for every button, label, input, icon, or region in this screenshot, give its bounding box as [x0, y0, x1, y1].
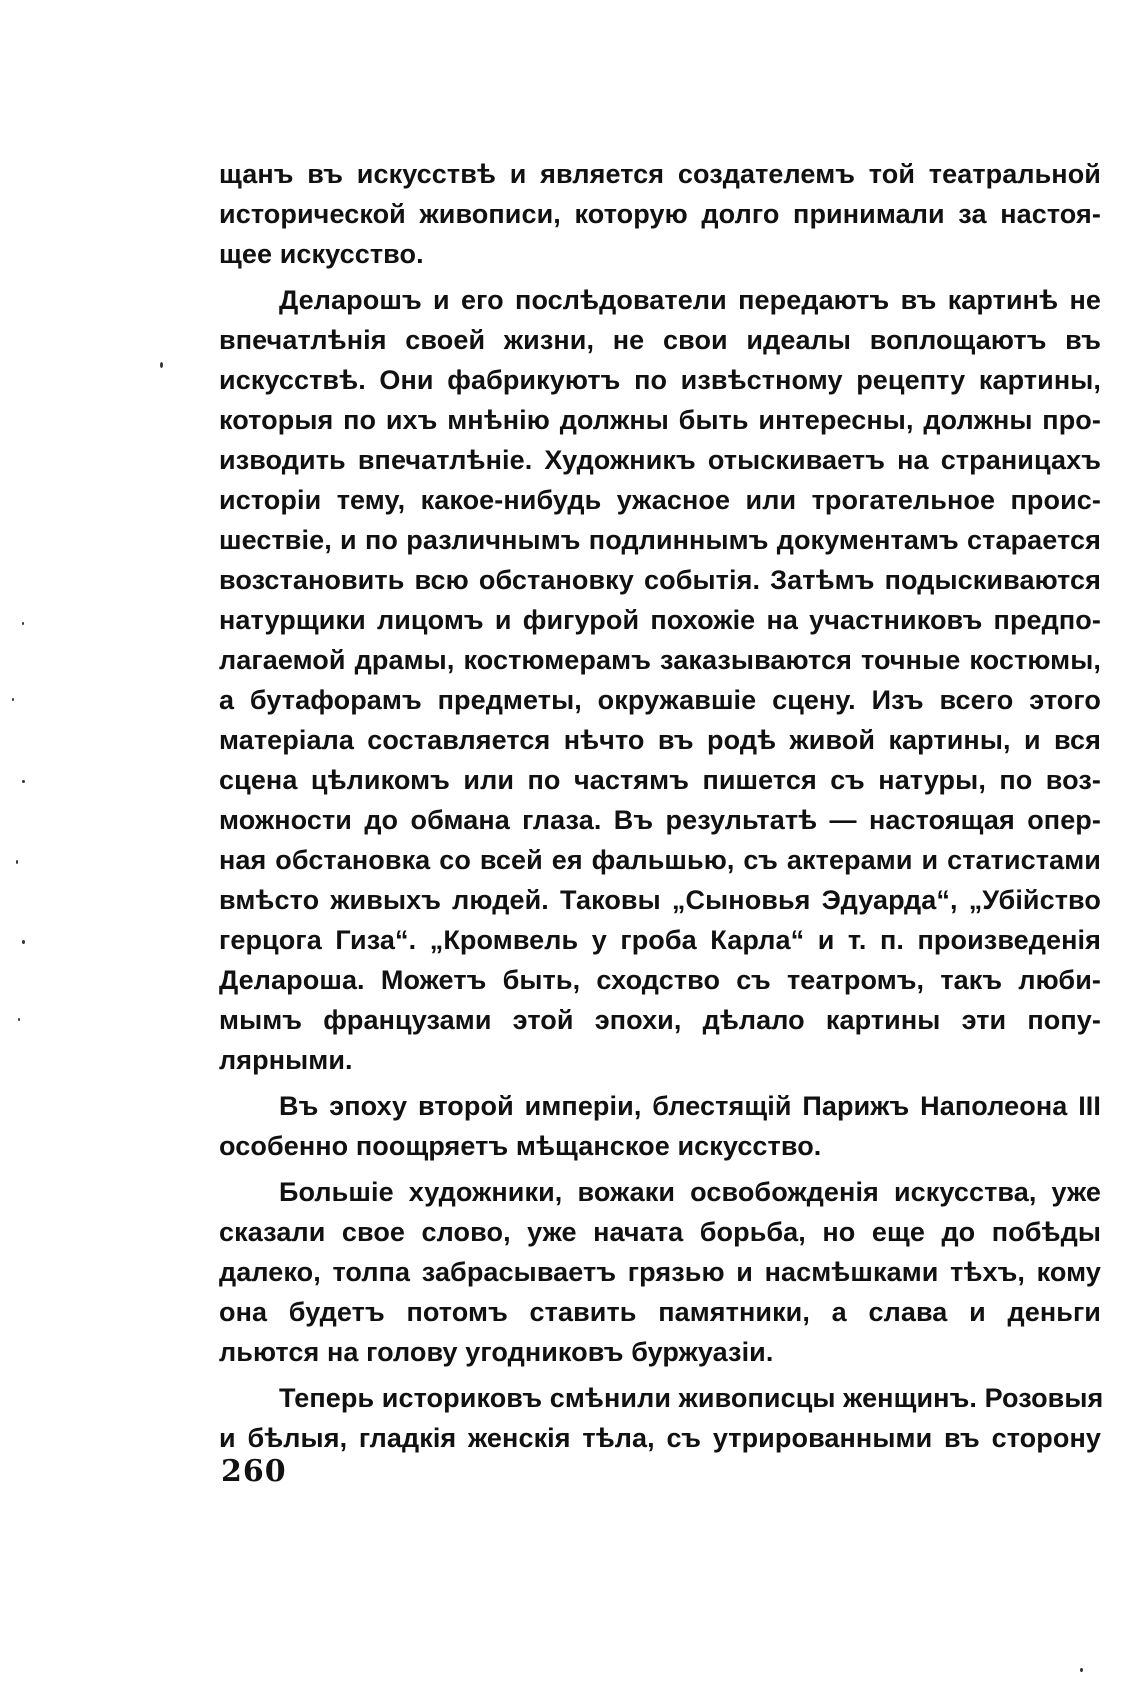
text-line: герцога Гиза“. „Кромвель у гроба Карла“ и т. п. произведенія	[219, 925, 1101, 955]
paragraph	[219, 1172, 1101, 1372]
text-line: натурщики лицомъ и фигурой похожіе на участниковъ предпо-	[219, 605, 1101, 635]
text-line: щанъ въ искусствѣ и является создателемъ той театральной	[219, 159, 1101, 189]
text-line: матеріала составляется нѣчто въ родѣ живой картины, и вся	[219, 725, 1101, 755]
scan-speck	[1080, 1668, 1083, 1672]
text-line: впечатлѣнія своей жизни, не свои идеалы воплощаютъ въ	[219, 325, 1101, 355]
scan-speck	[12, 698, 14, 701]
text-line: далеко, толпа забрасываетъ грязью и насмѣшками тѣхъ, кому	[219, 1257, 1101, 1287]
text-line: искусствѣ. Они фабрикуютъ по извѣстному рецепту картины,	[219, 365, 1101, 395]
text-line: шествіе, и по различнымъ подлиннымъ документамъ старается	[219, 525, 1101, 555]
text-line: сцена цѣликомъ или по частямъ пишется съ натуры, по воз-	[219, 765, 1101, 795]
text-line: Въ эпоху второй имперіи, блестящій Парижъ Наполеона III	[279, 1091, 1101, 1121]
text-line: исторіи тему, какое-нибудь ужасное или трогательное проис-	[219, 485, 1101, 515]
paragraph	[219, 280, 1101, 1080]
text-line: щее искусство.	[219, 239, 424, 269]
paragraph	[219, 154, 1101, 274]
text-line: Делароша. Можетъ быть, сходство съ театромъ, такъ люби-	[219, 965, 1101, 995]
scan-speck	[22, 622, 24, 625]
text-line: льются на голову угодниковъ буржуазіи.	[219, 1337, 774, 1367]
text-line: можности до обмана глаза. Въ результатѣ — настоящая опер-	[219, 805, 1101, 835]
paragraph	[219, 1378, 1104, 1458]
scan-speck	[22, 780, 25, 783]
scan-speck	[18, 1018, 20, 1021]
text-line: изводить впечатлѣніе. Художникъ отыскиваетъ на страницахъ	[219, 445, 1101, 475]
text-line: Деларошъ и его послѣдователи передаютъ въ картинѣ не	[279, 285, 1101, 315]
scan-speck	[160, 362, 163, 368]
scan-speck	[16, 860, 18, 864]
body-text	[219, 154, 1104, 1458]
text-line: вмѣсто живыхъ людей. Таковы „Сыновья Эдуарда“, „Убійство	[219, 885, 1101, 915]
text-line: лярными.	[219, 1045, 353, 1075]
paragraph	[219, 1086, 1101, 1166]
text-line: мымъ французами этой эпохи, дѣлало картины эти попу-	[219, 1005, 1101, 1035]
text-line: сказали свое слово, уже начата борьба, но еще до побѣды	[219, 1217, 1101, 1247]
text-line: а бутафорамъ предметы, окружавшіе сцену. Изъ всего этого	[219, 685, 1101, 715]
text-line: она будетъ потомъ ставить памятники, а слава и деньги	[219, 1297, 1101, 1327]
page-number: 260	[221, 1454, 287, 1489]
text-line: Большіе художники, вожаки освобожденія искусства, уже	[279, 1177, 1101, 1207]
text-line: особенно поощряетъ мѣщанское искусство.	[219, 1131, 822, 1161]
text-line: Теперь историковъ смѣнили живописцы женщинъ. Розовыя	[279, 1383, 1104, 1413]
scan-speck	[22, 940, 25, 944]
text-line: возстановить всю обстановку событія. Затѣмъ подыскиваются	[219, 565, 1101, 595]
text-line: и бѣлыя, гладкія женскія тѣла, съ утрированными въ сторону	[219, 1423, 1101, 1453]
text-line: исторической живописи, которую долго принимали за настоя-	[219, 199, 1101, 229]
text-line: которыя по ихъ мнѣнію должны быть интересны, должны про-	[219, 405, 1101, 435]
text-line: лагаемой драмы, костюмерамъ заказываются точные костюмы,	[219, 645, 1101, 675]
text-line: ная обстановка со всей ея фальшью, съ актерами и статистами	[219, 845, 1101, 875]
